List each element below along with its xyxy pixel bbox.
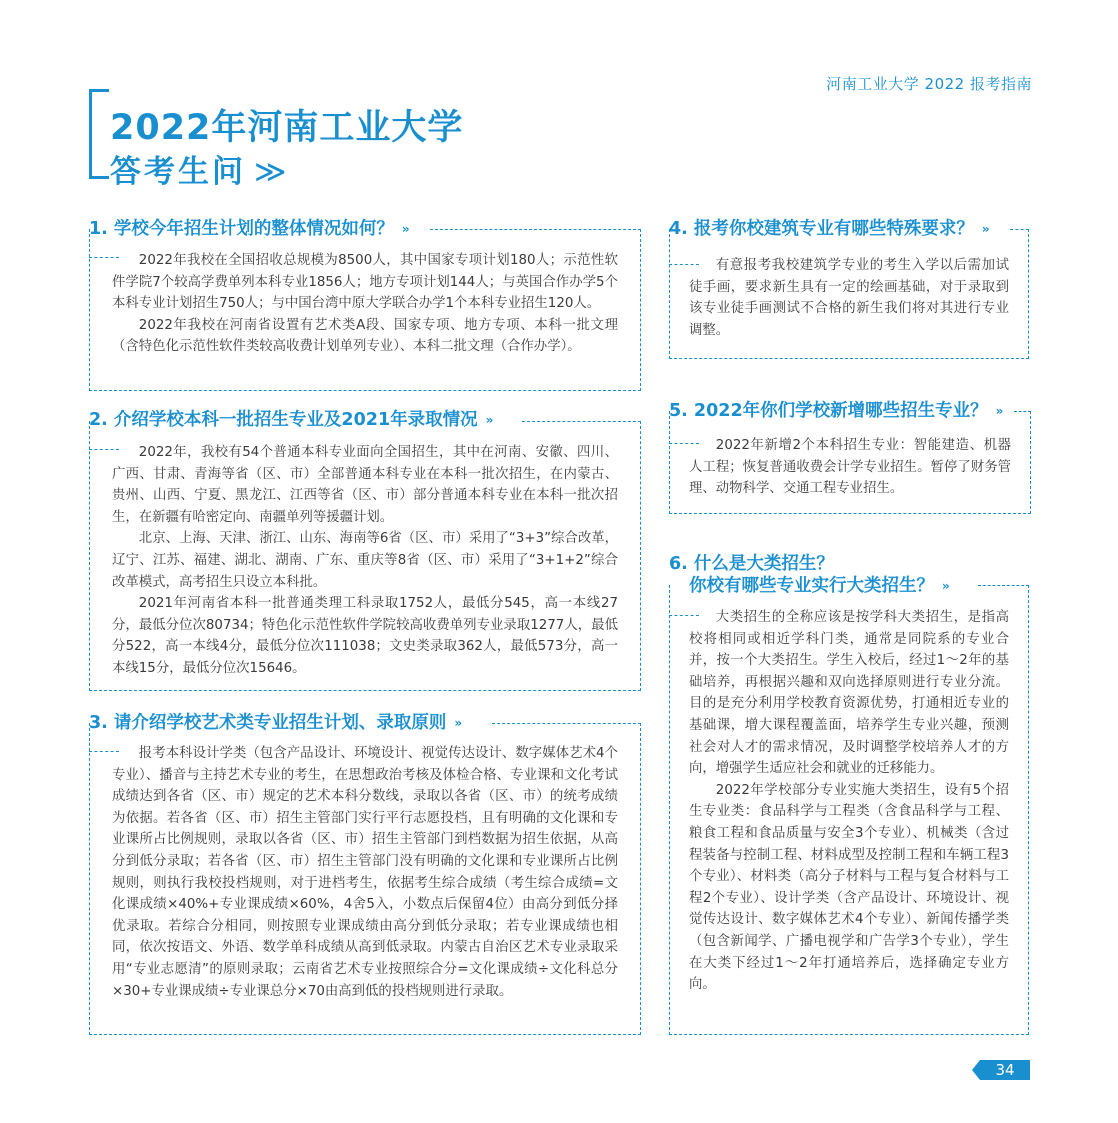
section-2-body xyxy=(112,442,618,680)
section-5-body xyxy=(689,435,1011,500)
arrow-icon: » xyxy=(401,222,410,236)
section-4-title-text: 4. 报考你校建筑专业有哪些特殊要求？ xyxy=(669,219,974,239)
section-1-title-text: 1. 学校今年招生计划的整体情况如何？ xyxy=(89,219,394,239)
paragraph: 报考本科设计学类（包含产品设计、环境设计、视觉传达设计、数字媒体艺术4个专业）、播音与主持艺术专业的考生，在思想政治考核及体检合格、专业课和文化考试成绩达到各省（区、市）规定的艺术本科分数线，录取以各省（区、市）的统考成绩为依据。若各省（区、市）招生主管部门实行平行志愿投档，且有明确的文化课和专业课所占比例规则，录取以各省（区、市）招生主管部门到档数据为招生依据，从高分到低分录取；若各省（区、市）招生主管部门没有明确的文化课和专业课所占比例规则，则执行我校投档规则，对于进档考生，依据考生综合成绩（考生综合成绩=文化课成绩×40%+专业课成绩×60%，4舍5入，小数点后保留4位）由高分到低分择优录取。若综合分相同，则按照专业课成绩由高分到低分录取；若专业课成绩也相同，依次按语文、外语、数学单科成绩从高到低录取。内蒙古自治区艺术专业录取采用“专业志愿清”的原则录取；云南省艺术专业按照综合分=文化课成绩÷文化科总分×30+专业课成绩÷专业课总分×70由高到低的投档规则进行录取。 xyxy=(112,746,618,999)
paragraph: 2022年，我校有54个普通本科专业面向全国招生，其中在河南、安徽、四川、广西、甘肃、青海等省（区、市）全部普通本科专业在本科一批次招生，在内蒙古、贵州、山西、宁夏、黑龙江、江西等省（区、市）部分普通本科专业在本科一批次招生，在新疆有哈密定向、南疆单列等援疆计划。 xyxy=(112,445,618,525)
paragraph: 2022年学校部分专业实施大类招生，设有5个招生专业类：食品科学与工程类（含食品科学与工程、粮食工程和食品质量与安全3个专业）、机械类（含过程装备与控制工程、材料成型及控制工程和车辆工程3个专业）、材料类（高分子材料与工程与复合材料与工程2个专业）、设计学类（含产品设计、环境设计、视觉传达设计、数字媒体艺术4个专业）、新闻传播学类（包含新闻学、广播电视学和广告学3个专业），学生在大类下经过1～2年打通培养后，选择确定专业方向。 xyxy=(689,782,1009,993)
paragraph: 北京、上海、天津、浙江、山东、海南等6省（区、市）采用了“3+3”综合改革，辽宁、江苏、福建、湖北、湖南、广东、重庆等8省（区、市）采用了“3+1+2”综合改革模式，高考招生只设立本科批。 xyxy=(112,531,618,590)
section-1-body xyxy=(112,250,618,358)
paragraph: 2022年新增2个本科招生专业：智能建造、机器人工程；恢复普通收费会计学专业招生。暂停了财务管理、动物科学、交通工程专业招生。 xyxy=(689,438,1011,497)
running-header: 河南工业大学 2022 报考指南 xyxy=(826,75,1032,93)
paragraph: 2022年我校在全国招收总规模为8500人，其中国家专项计划180人；示范性软件学院7个较高学费单列本科专业1856人；地方专项计划144人；与英国合作办学5个本科专业计划招生750人；与中国台湾中原大学联合办学1个本科专业招生120人。 xyxy=(112,253,618,312)
arrow-icon: » xyxy=(995,404,1004,418)
page-title: 2022年河南工业大学 xyxy=(110,108,464,148)
arrow-icon: » xyxy=(454,716,463,730)
arrow-icon: » xyxy=(942,579,950,593)
section-3-title-text: 3. 请介绍学校艺术类专业招生计划、录取原则 xyxy=(89,713,447,733)
section-3-body xyxy=(112,743,618,1002)
section-4-body xyxy=(689,255,1009,341)
arrow-icon: » xyxy=(485,413,494,427)
double-chevron-icon: ≫ xyxy=(254,154,290,190)
arrow-icon: » xyxy=(981,222,990,236)
page-subtitle xyxy=(110,146,289,191)
section-6-title-line1: 6. 什么是大类招生？ xyxy=(669,554,834,574)
page-subtitle-text: 答考生问 xyxy=(110,154,246,190)
paragraph: 2022年我校在河南省设置有艺术类A段、国家专项、地方专项、本科一批文理（含特色化示范性软件类较高收费计划单列专业）、本科二批文理（合作办学）。 xyxy=(112,317,618,355)
section-6-title-text: 你校有哪些专业实行大类招生？ xyxy=(689,576,934,596)
title-bracket xyxy=(89,89,109,179)
paragraph: 大类招生的全称应该是按学科大类招生，是指高校将相同或相近学科门类，通常是同院系的专业合并，按一个大类招生。学生入校后，经过1～2年的基础培养，再根据兴趣和双向选择原则进行专业分流。目的是充分利用学校教育资源优势，打通相近专业的基础课，增大课程覆盖面，培养学生专业兴趣，预测社会对人才的需求情况，及时调整学校培养人才的方向，增强学生适应社会和就业的迁移能力。 xyxy=(689,610,1009,777)
paragraph: 有意报考我校建筑学专业的考生入学以后需加试徒手画，要求新生具有一定的绘画基础，对于录取到该专业徒手画测试不合格的新生我们将对其进行专业调整。 xyxy=(689,258,1009,338)
paragraph: 2021年河南省本科一批普通类理工科录取1752人，最低分545，高一本线27分，最低分位次80734；特色化示范性软件学院较高收费单列专业录取1277人，最低分522，高一本线4分，最低分位次111038；文史类录取362人，最低573分，高一本线15分，最低分位次15646。 xyxy=(112,596,618,676)
section-2-title-text: 2. 介绍学校本科一批招生专业及2021年录取情况 xyxy=(89,410,478,430)
section-5-title-text: 5. 2022年你们学校新增哪些招生专业？ xyxy=(669,401,988,421)
section-6-body xyxy=(689,607,1009,996)
page-number: 34 xyxy=(980,1060,1030,1080)
